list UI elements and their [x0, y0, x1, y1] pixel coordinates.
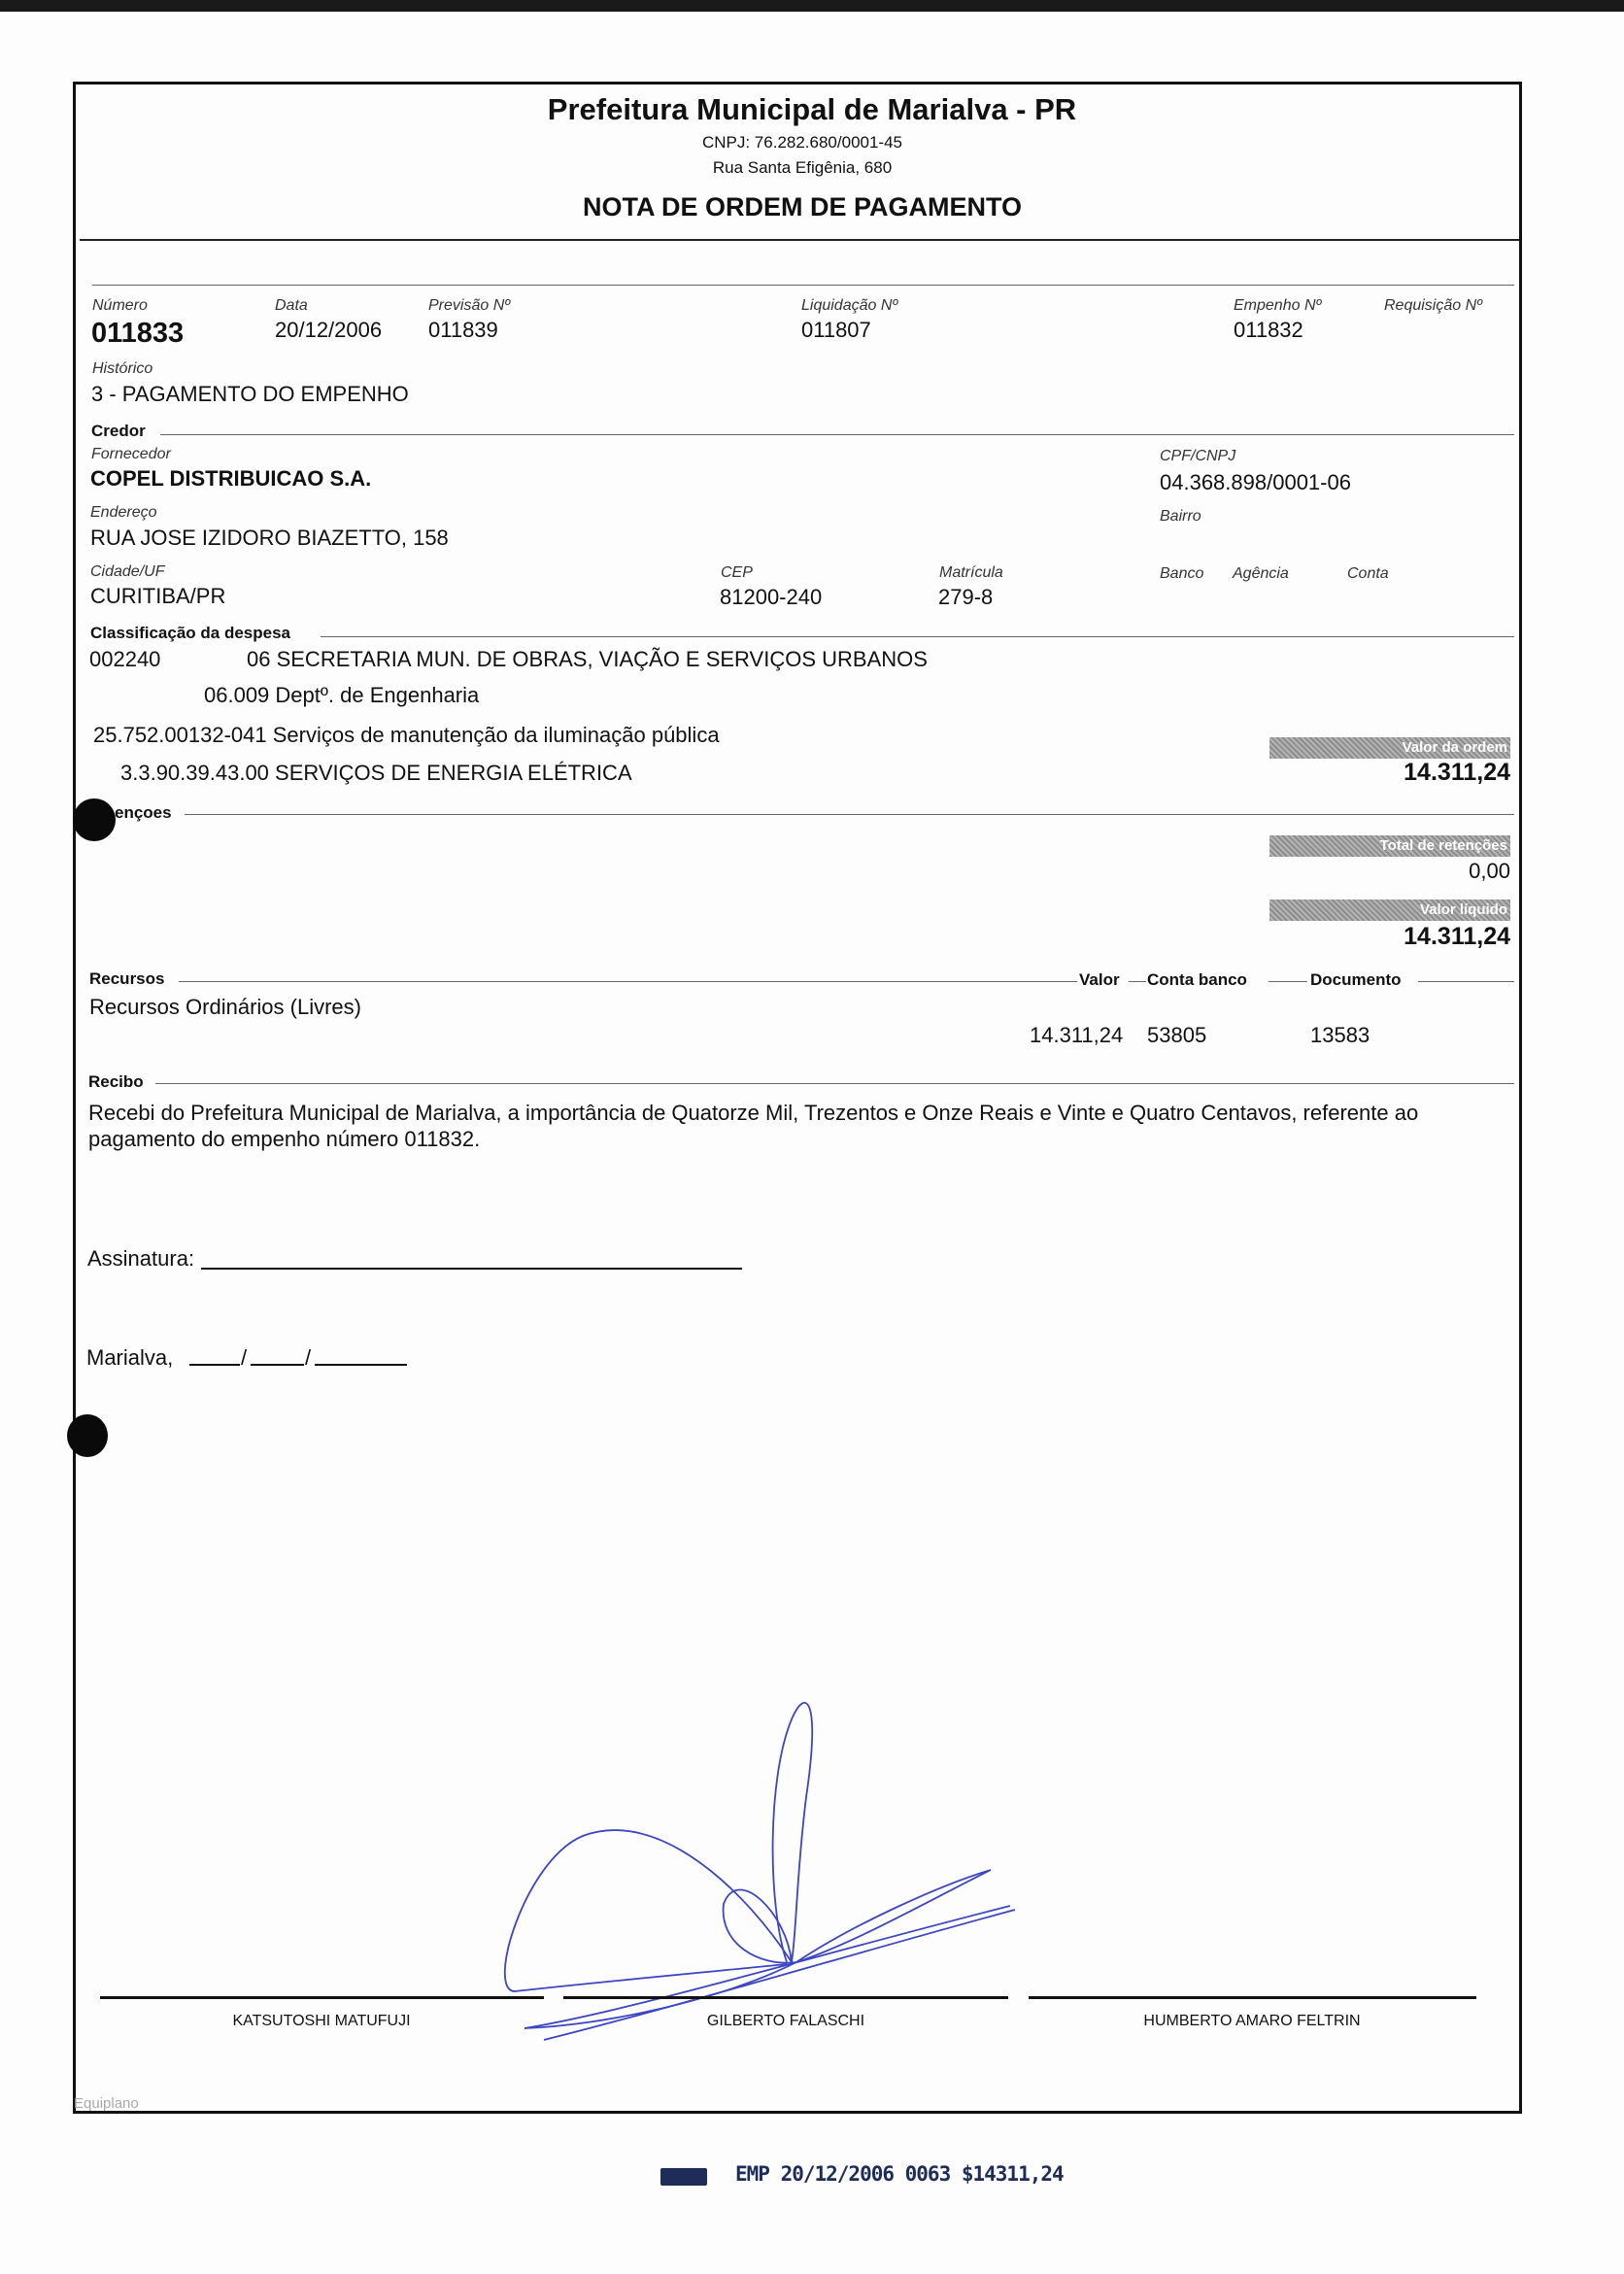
header-divider: [80, 239, 1519, 241]
empenho-label: Empenho Nº: [1234, 297, 1322, 314]
signature-line-1: [100, 1996, 544, 1999]
despesa-code: 002240: [89, 647, 161, 671]
equiplano-label: Equiplano: [74, 2095, 139, 2112]
valor-ordem-label: Valor da ordem: [1269, 737, 1510, 759]
page-title: Prefeitura Municipal de Marialva - PR: [547, 92, 1077, 126]
retencoes-section-title: ençoes: [115, 803, 172, 822]
recursos-valor: 14.311,24: [1030, 1023, 1124, 1047]
signature-name-3: HUMBERTO AMARO FELTRIN: [1143, 2013, 1361, 2029]
liquidacao-value: 011807: [801, 318, 871, 342]
agencia-label: Agência: [1233, 565, 1289, 582]
recursos-rule-2: [1129, 981, 1146, 982]
previsao-value: 011839: [428, 318, 498, 342]
unidade-text: 06.009 Deptº. de Engenharia: [204, 683, 480, 707]
cidade-label: Cidade/UF: [90, 563, 165, 580]
acao-text: 25.752.00132-041 Serviços de manutenção da iluminação pública: [93, 723, 720, 747]
fields-top-rule: [92, 285, 1514, 286]
handwritten-signature: [486, 1680, 1030, 2059]
requisicao-label: Requisição Nº: [1384, 297, 1482, 314]
cidade-value: CURITIBA/PR: [90, 584, 226, 608]
data-label: Data: [275, 297, 308, 314]
recursos-descricao: Recursos Ordinários (Livres): [89, 995, 361, 1019]
recursos-conta-header: Conta banco: [1147, 970, 1247, 989]
cnpj-text: CNPJ: 76.282.680/0001-45: [701, 133, 903, 152]
fornecedor-value: COPEL DISTRIBUICAO S.A.: [90, 466, 372, 491]
data-value: 20/12/2006: [275, 318, 383, 342]
punch-hole-2: [67, 1414, 108, 1457]
empenho-value: 011832: [1234, 318, 1303, 342]
date-slash-1: /: [241, 1345, 248, 1370]
total-retencoes-value: 0,00: [1469, 859, 1510, 883]
recursos-rule-3: [1269, 981, 1307, 982]
address-text: Rua Santa Efigênia, 680: [712, 158, 893, 177]
endereco-label: Endereço: [90, 504, 157, 521]
cep-label: CEP: [721, 564, 753, 581]
fornecedor-label: Fornecedor: [91, 446, 171, 462]
matricula-value: 279-8: [938, 585, 994, 609]
assinatura-line: [201, 1268, 742, 1270]
numero-value: 011833: [91, 318, 185, 349]
historico-value: 3 - PAGAMENTO DO EMPENHO: [91, 382, 409, 406]
credor-section-title: Credor: [91, 422, 146, 440]
classificacao-section-title: Classificação da despesa: [90, 624, 291, 642]
banco-label: Banco: [1160, 565, 1204, 582]
date-line-day: [189, 1364, 240, 1366]
cpf-cnpj-value: 04.368.898/0001-06: [1160, 470, 1351, 494]
retencoes-rule: [185, 814, 1514, 815]
local-label: Marialva,: [86, 1345, 174, 1370]
date-slash-2: /: [305, 1345, 312, 1370]
assinatura-label: Assinatura:: [87, 1246, 195, 1271]
signature-name-2: GILBERTO FALASCHI: [706, 2013, 865, 2029]
orgao-text: 06 SECRETARIA MUN. DE OBRAS, VIAÇÃO E SERVIÇOS URBANOS: [247, 647, 928, 671]
historico-label: Histórico: [92, 360, 153, 377]
classificacao-rule: [321, 636, 1514, 637]
previsao-label: Previsão Nº: [428, 297, 511, 314]
cpf-cnpj-label: CPF/CNPJ: [1160, 448, 1236, 464]
recursos-section-title: Recursos: [89, 969, 165, 988]
conta-label: Conta: [1347, 565, 1389, 582]
valor-liquido-value: 14.311,24: [1404, 923, 1510, 950]
bank-stamp-mark: [660, 2168, 707, 2186]
recursos-rule-1: [179, 981, 1077, 982]
punch-hole-1: [73, 798, 116, 841]
recursos-rule-4: [1418, 981, 1514, 982]
liquidacao-label: Liquidação Nº: [801, 297, 898, 314]
bairro-label: Bairro: [1160, 508, 1201, 525]
bank-stamp-text: EMP 20/12/2006 0063 $14311,24: [735, 2162, 1064, 2186]
scan-top-edge: [0, 0, 1624, 12]
endereco-value: RUA JOSE IZIDORO BIAZETTO, 158: [90, 526, 449, 550]
recursos-valor-header: Valor: [1079, 970, 1120, 989]
matricula-label: Matrícula: [939, 564, 1003, 581]
recibo-text: Recebi do Prefeitura Municipal de Marialva, a importância de Quatorze Mil, Trezentos e Onze Reais e Vinte e Quatro Centavos, referente ao pagamento do empenho número 011832.: [88, 1101, 1419, 1151]
signature-line-3: [1029, 1996, 1476, 1999]
total-retencoes-label: Total de retenções: [1269, 835, 1510, 857]
recursos-documento-header: Documento: [1310, 970, 1402, 989]
numero-label: Número: [92, 297, 148, 314]
elemento-text: 3.3.90.39.43.00 SERVIÇOS DE ENERGIA ELÉTRICA: [120, 761, 632, 785]
recursos-documento: 13583: [1310, 1023, 1370, 1047]
date-line-month: [251, 1364, 304, 1366]
recursos-conta: 53805: [1147, 1023, 1207, 1047]
cep-value: 81200-240: [720, 585, 823, 609]
credor-rule: [160, 434, 1514, 435]
valor-ordem-value: 14.311,24: [1404, 759, 1510, 786]
signature-line-2: [563, 1996, 1008, 1999]
recibo-rule: [155, 1083, 1514, 1084]
document-type-title: NOTA DE ORDEM DE PAGAMENTO: [582, 192, 1022, 221]
date-line-year: [315, 1364, 407, 1366]
signature-name-1: KATSUTOSHI MATUFUJI: [232, 2013, 411, 2029]
valor-liquido-label: Valor líquido: [1269, 899, 1510, 921]
recibo-section-title: Recibo: [88, 1072, 144, 1091]
